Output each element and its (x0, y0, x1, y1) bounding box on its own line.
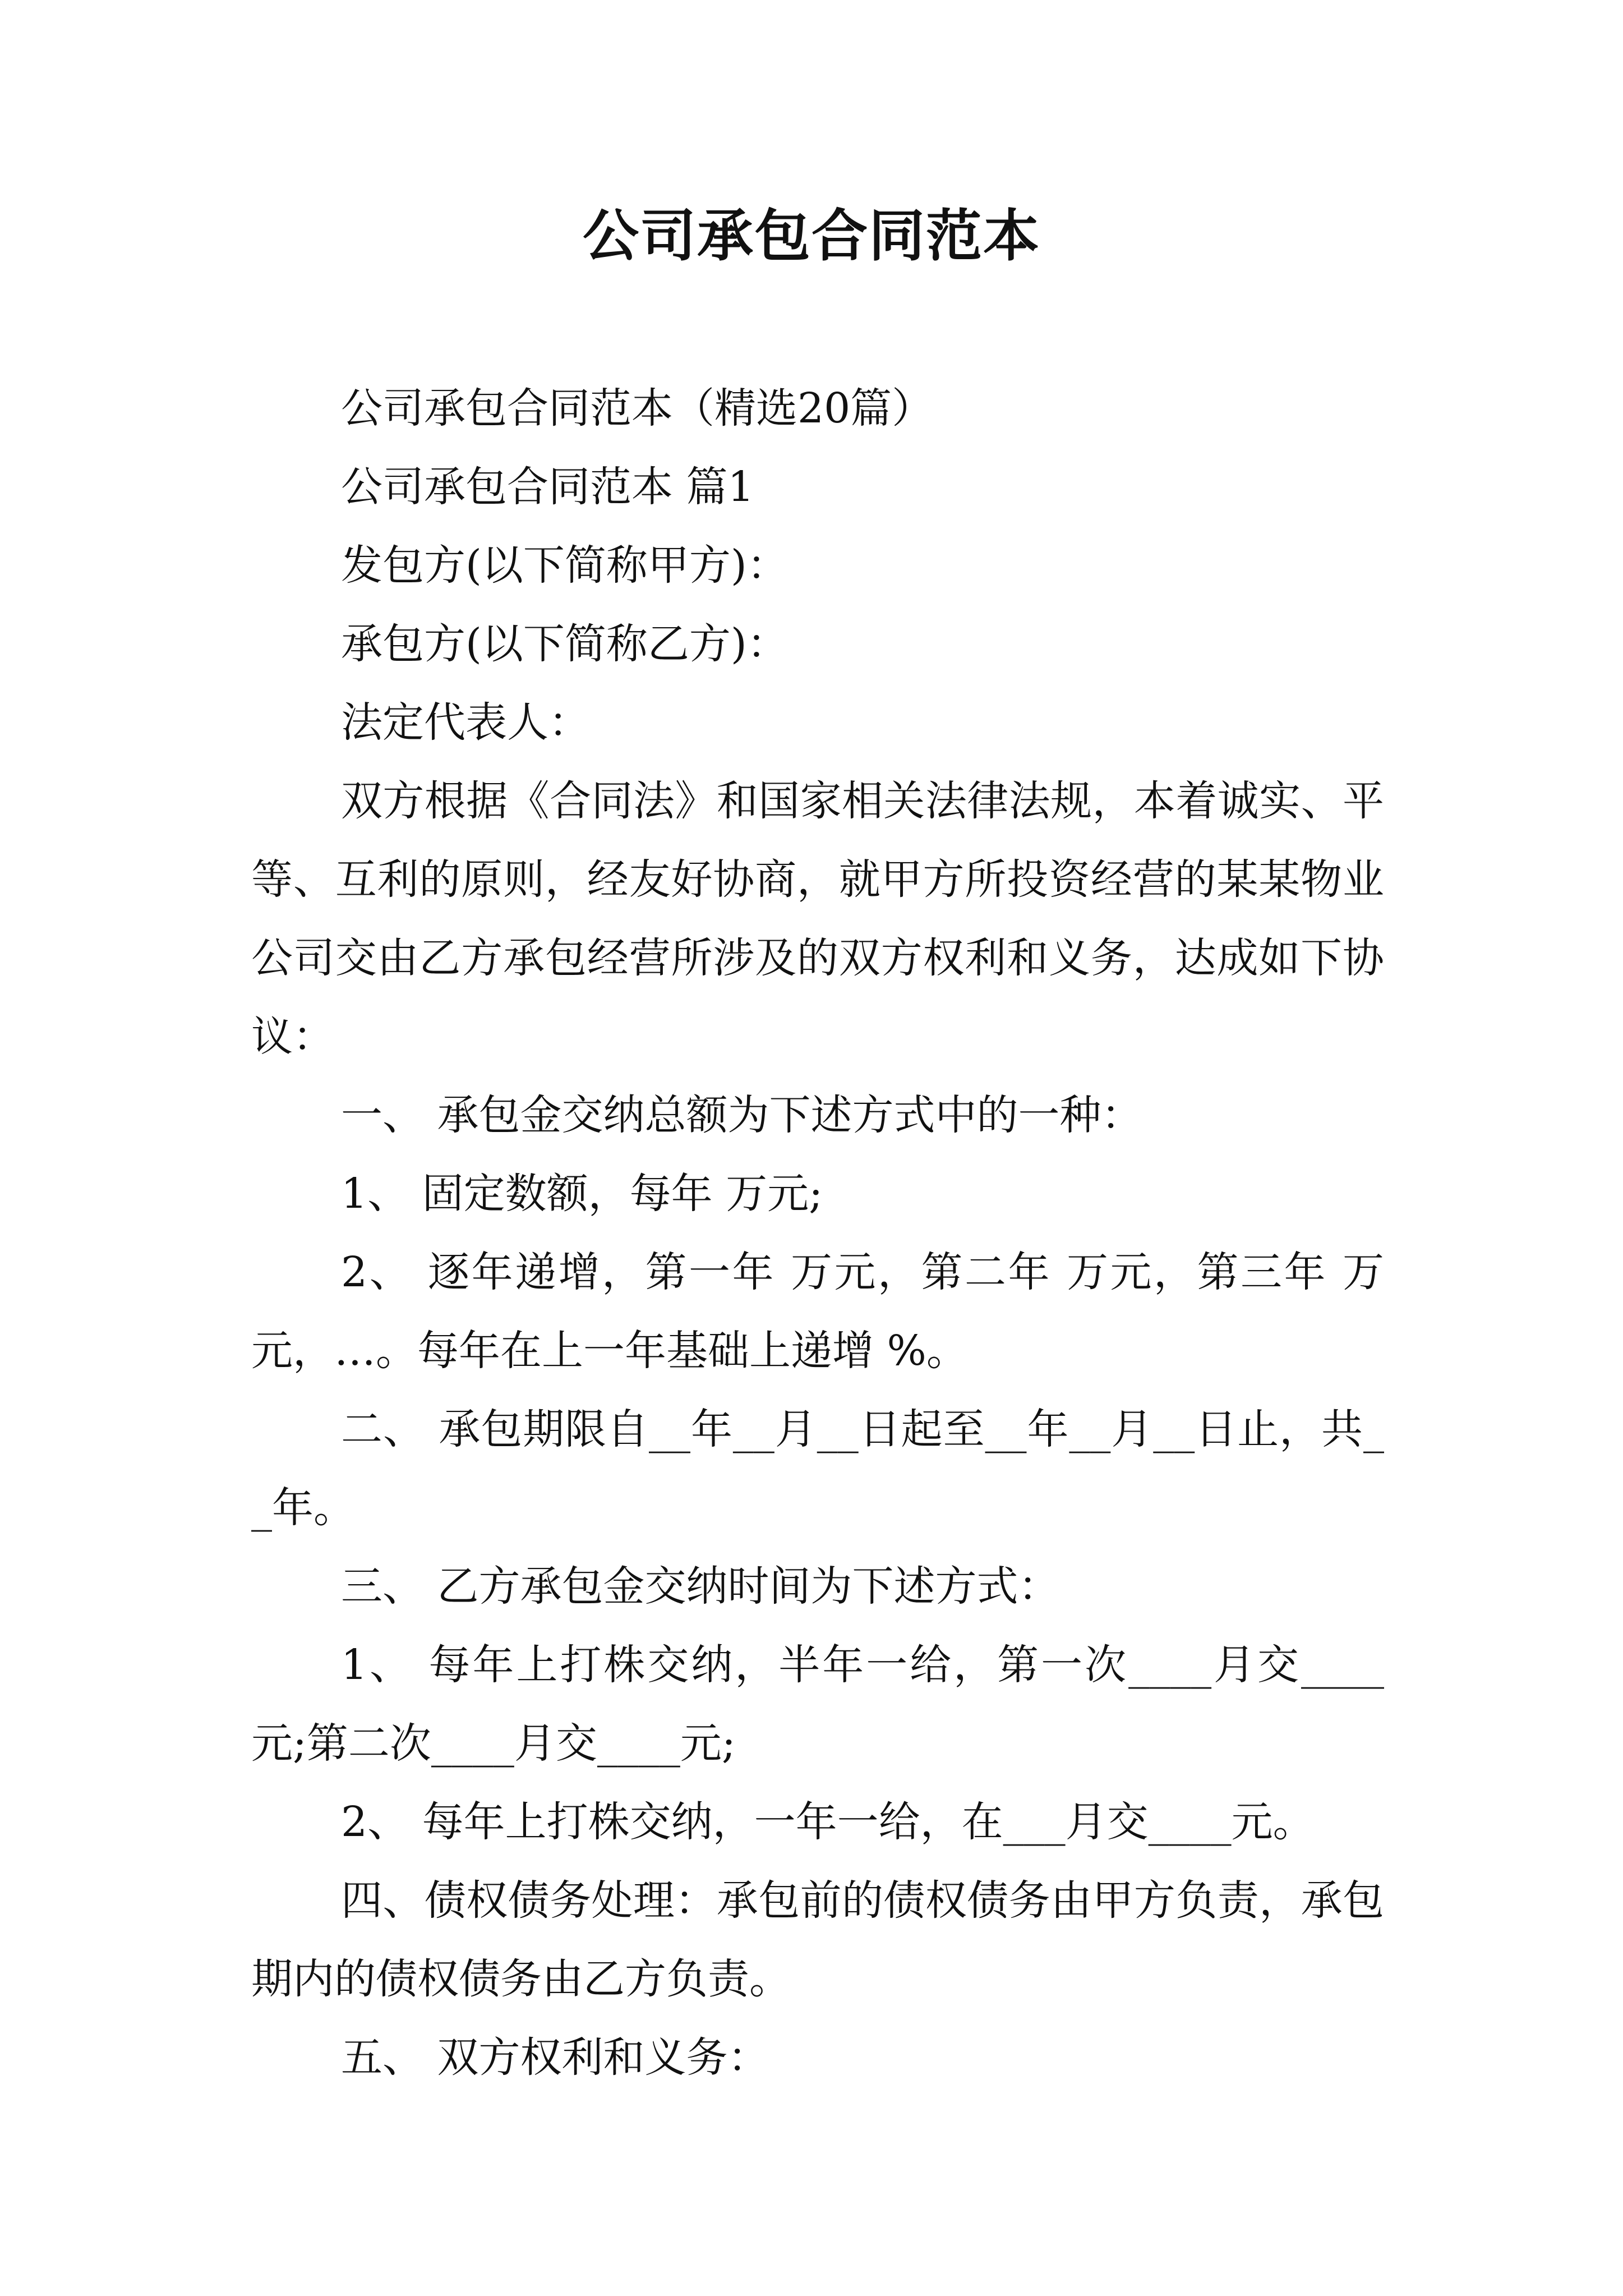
paragraph-clause-1-option-2: 2、 逐年递增，第一年 万元，第二年 万元，第三年 万元，…。每年在上一年基础上递增 %。 (251, 1248, 1384, 1375)
paragraph-subtitle: 公司承包合同范本（精选20篇） (341, 384, 934, 432)
document-title: 公司承包合同范本 (583, 203, 1040, 269)
paragraph-party-a: 发包方(以下简称甲方)： (341, 541, 789, 590)
paragraph-clause-3: 三、 乙方承包金交纳时间为下述方式： (341, 1562, 1060, 1611)
paragraph-preamble: 双方根据《合同法》和国家相关法律法规，本着诚实、平等、互利的原则，经友好协商，就甲方所投资经营的某某物业公司交由乙方承包经营所涉及的双方权利和义务，达成如下协议： (251, 777, 1384, 1061)
paragraph-clause-4: 四、债权债务处理：承包前的债权债务由甲方负责，承包期内的债权债务由乙方负责。 (251, 1876, 1384, 2003)
document-body (251, 369, 1384, 2097)
paragraph-legal-representative: 法定代表人： (341, 698, 590, 747)
paragraph-clause-1: 一、 承包金交纳总额为下述方式中的一种： (341, 1091, 1143, 1139)
paragraph-clause-3-option-1: 1、 每年上打株交纳，半年一给，第一次____月交____元;第二次____月交____元; (251, 1641, 1384, 1768)
paragraph-section-heading: 公司承包合同范本 篇1 (341, 463, 754, 511)
paragraph-clause-2: 二、 承包期限自__年__月__日起至__年__月__日止，共__年。 (251, 1405, 1384, 1532)
paragraph-party-b: 承包方(以下简称乙方)： (341, 620, 789, 668)
paragraph-clause-5: 五、 双方权利和义务： (341, 2033, 769, 2082)
paragraph-clause-3-option-2: 2、 每年上打株交纳，一年一给，在___月交____元。 (341, 1798, 1315, 1846)
paragraph-clause-1-option-1: 1、 固定数额，每年 万元; (341, 1170, 823, 1218)
